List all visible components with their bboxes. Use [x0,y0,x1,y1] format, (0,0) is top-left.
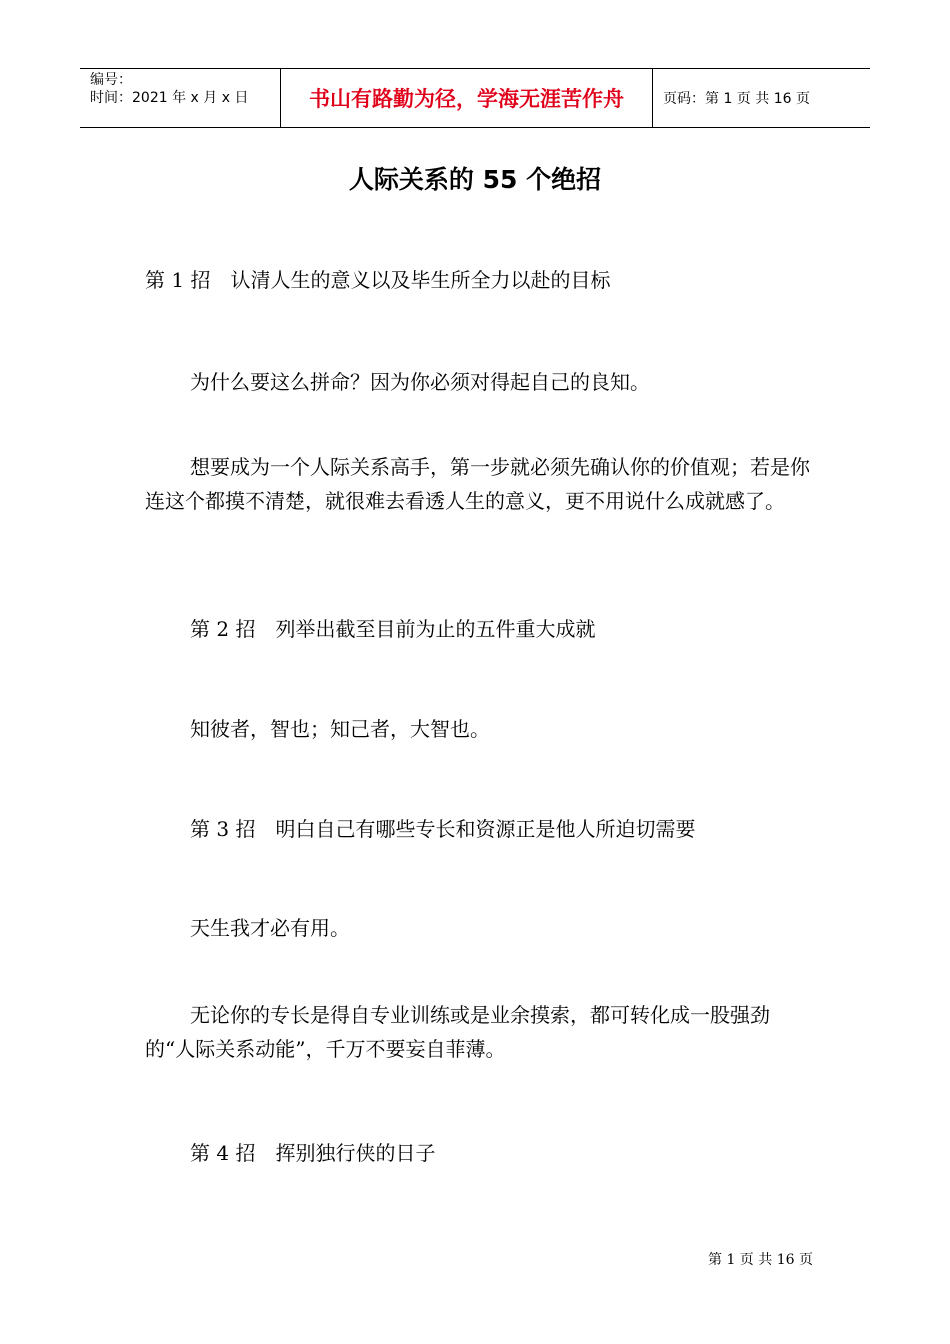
document-title: 人际关系的 55 个绝招 [348,165,602,194]
header-slogan: 书山有路勤为径，学海无涯苦作舟 [281,69,653,127]
paragraph: 为什么要这么拼命？因为你必须对得起自己的良知。 [190,370,650,394]
section-heading-2: 第 2 招 列举出截至目前为止的五件重大成就 [190,617,596,641]
paragraph: 想要成为一个人际关系高手，第一步就必须先确认你的价值观；若是你连这个都摸不清楚，就很难去看透人生的意义，更不用说什么成就感了。 [145,455,810,513]
serial-number-label: 编号： [90,72,132,88]
paragraph: 无论你的专长是得自专业训练或是业余摸索，都可转化成一股强劲的“人际关系动能”，千万不要妄自菲薄。 [145,1003,770,1061]
paragraph: 知彼者，智也；知己者，大智也。 [190,717,490,741]
time-label: 时间：2021 年 x 月 x 日 [90,90,249,106]
page-footer: 第 1 页 共 16 页 [708,1252,813,1268]
page-header [80,68,870,128]
header-page-info: 页码：第 1 页 共 16 页 [663,91,810,107]
section-heading-1: 第 1 招 认清人生的意义以及毕生所全力以赴的目标 [145,268,611,292]
section-heading-3: 第 3 招 明白自己有哪些专长和资源正是他人所迫切需要 [190,817,696,841]
paragraph: 天生我才必有用。 [190,916,350,940]
header-meta [80,69,281,127]
section-heading-4: 第 4 招 挥别独行侠的日子 [190,1141,436,1165]
